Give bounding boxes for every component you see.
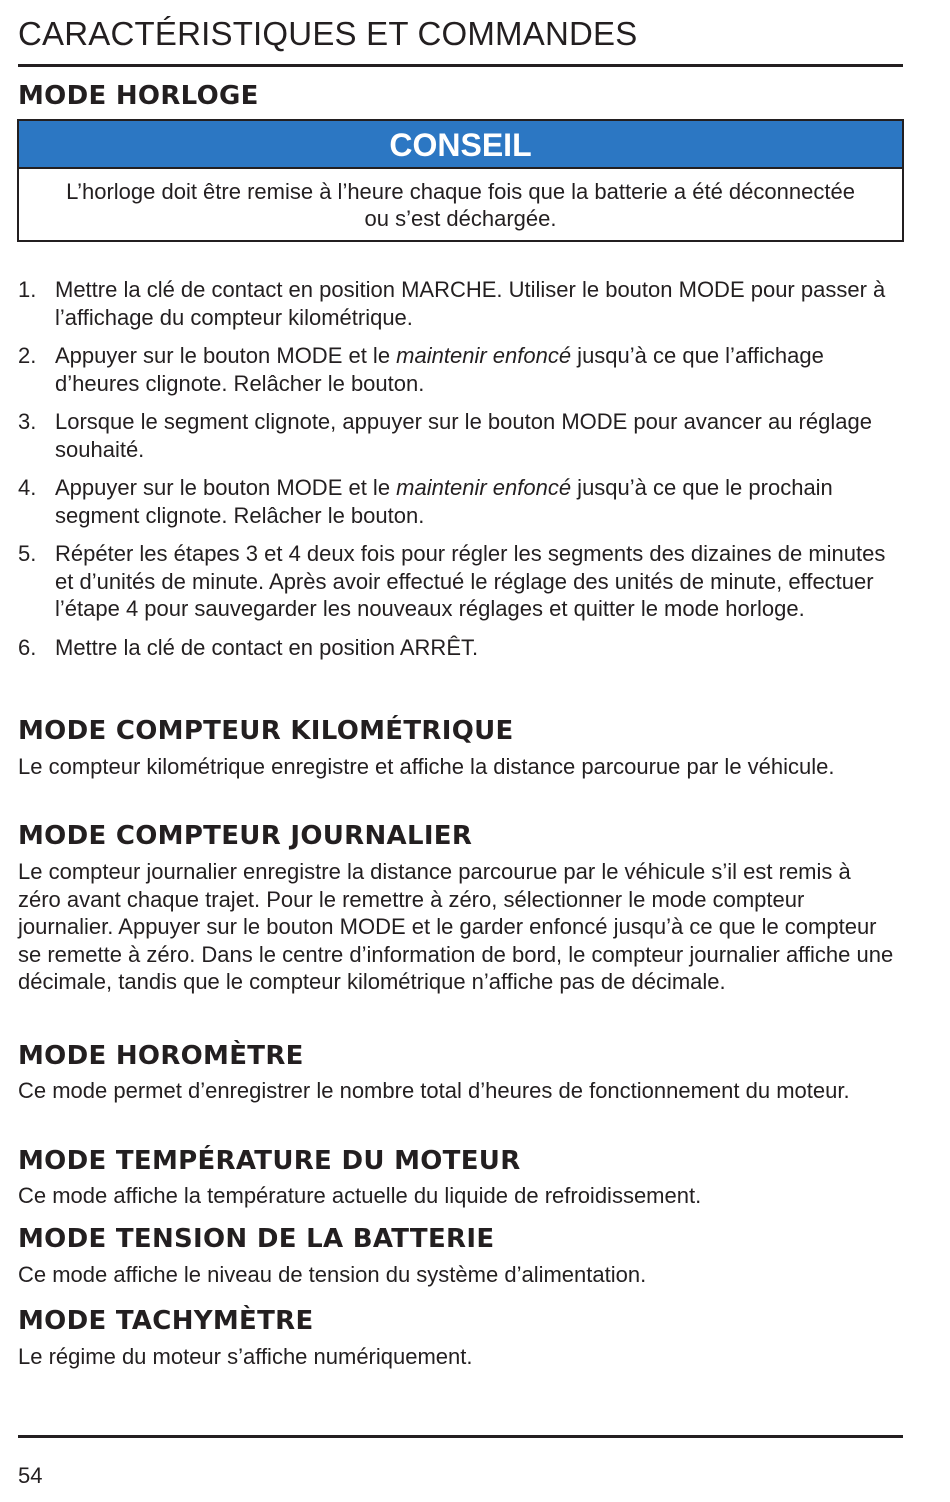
- list-item: [18, 276, 903, 331]
- step-text: Mettre la clé de contact en position MARCHE. Utiliser le bouton MODE pour passer à l’affichage du compteur kilométrique.: [55, 277, 886, 330]
- list-item: [18, 342, 903, 397]
- page-title: CARACTÉRISTIQUES ET COMMANDES: [18, 15, 638, 52]
- list-item: [18, 634, 903, 662]
- paragraph-journalier: Le compteur journalier enregistre la distance parcourue par le véhicule s’il est remis à zéro avant chaque trajet. Pour le remettre à zéro, sélectionner le mode compteur journalier. Appuyer sur le bouton MODE et le garder enfoncé jusqu’à ce que le compteur se remette à zéro. Dans le centre d’information de bord, le compteur journalier affiche une décimale, tandis que le compteur kilométrique n’affiche pas de décimale.: [18, 859, 894, 994]
- paragraph-kilometrique: Le compteur kilométrique enregistre et affiche la distance parcourue par le véhicule.: [18, 754, 835, 779]
- clock-steps-list: [18, 276, 903, 661]
- step-text-part: jusqu’à ce que le prochain segment clignote. Relâcher le bouton.: [55, 475, 833, 528]
- heading-mode-tension-batterie: MODE TENSION DE LA BATTERIE: [18, 1224, 495, 1254]
- step-text-part: jusqu’à ce que l’affichage d’heures clignote. Relâcher le bouton.: [55, 343, 824, 396]
- heading-mode-horloge: MODE HORLOGE: [18, 81, 259, 111]
- paragraph-tension: Ce mode affiche le niveau de tension du système d’alimentation.: [18, 1262, 647, 1287]
- step-text: Répéter les étapes 3 et 4 deux fois pour régler les segments des dizaines de minutes et d’unités de minute. Après avoir effectué le réglage des unités de minute, effectuer l’étape 4 pour sauvegarder les nouveaux réglages et quitter le mode horloge.: [55, 541, 886, 621]
- paragraph-temperature: Ce mode affiche la température actuelle du liquide de refroidissement.: [18, 1183, 702, 1208]
- notice-box: [17, 119, 904, 242]
- step-text-part: Appuyer sur le bouton MODE et le: [55, 343, 397, 368]
- step-emphasis: maintenir enfoncé: [396, 343, 572, 368]
- step-text: Mettre la clé de contact en position ARRÊT.: [55, 634, 479, 660]
- header-rule: [18, 64, 903, 67]
- page-number: 54: [18, 1463, 43, 1488]
- notice-text: L’horloge doit être remise à l’heure chaque fois que la batterie a été déconnectée ou s’est déchargée.: [66, 179, 855, 231]
- footer-rule: [18, 1435, 903, 1438]
- paragraph-tachymetre: Le régime du moteur s’affiche numériquement.: [18, 1344, 473, 1369]
- heading-mode-compteur-journalier: MODE COMPTEUR JOURNALIER: [18, 821, 473, 851]
- step-number: 1.: [18, 277, 37, 302]
- step-number: 5.: [18, 541, 37, 566]
- step-text: Lorsque le segment clignote, appuyer sur le bouton MODE pour avancer au réglage souhaité.: [55, 409, 872, 462]
- step-emphasis: maintenir enfoncé: [396, 475, 572, 500]
- notice-label: CONSEIL: [19, 121, 902, 169]
- heading-mode-horometre: MODE HOROMÈTRE: [18, 1041, 304, 1071]
- list-item: [18, 408, 903, 463]
- step-number: 2.: [18, 343, 37, 368]
- list-item: [18, 474, 903, 529]
- paragraph-horometre: Ce mode permet d’enregistrer le nombre total d’heures de fonctionnement du moteur.: [18, 1078, 850, 1103]
- heading-mode-compteur-kilometrique: MODE COMPTEUR KILOMÉTRIQUE: [18, 716, 514, 746]
- list-item: [18, 540, 903, 623]
- step-number: 3.: [18, 409, 37, 434]
- step-text-part: Appuyer sur le bouton MODE et le: [55, 475, 397, 500]
- heading-mode-temperature-moteur: MODE TEMPÉRATURE DU MOTEUR: [18, 1146, 521, 1176]
- step-number: 6.: [18, 634, 37, 660]
- step-number: 4.: [18, 475, 37, 500]
- heading-mode-tachymetre: MODE TACHYMÈTRE: [18, 1306, 314, 1336]
